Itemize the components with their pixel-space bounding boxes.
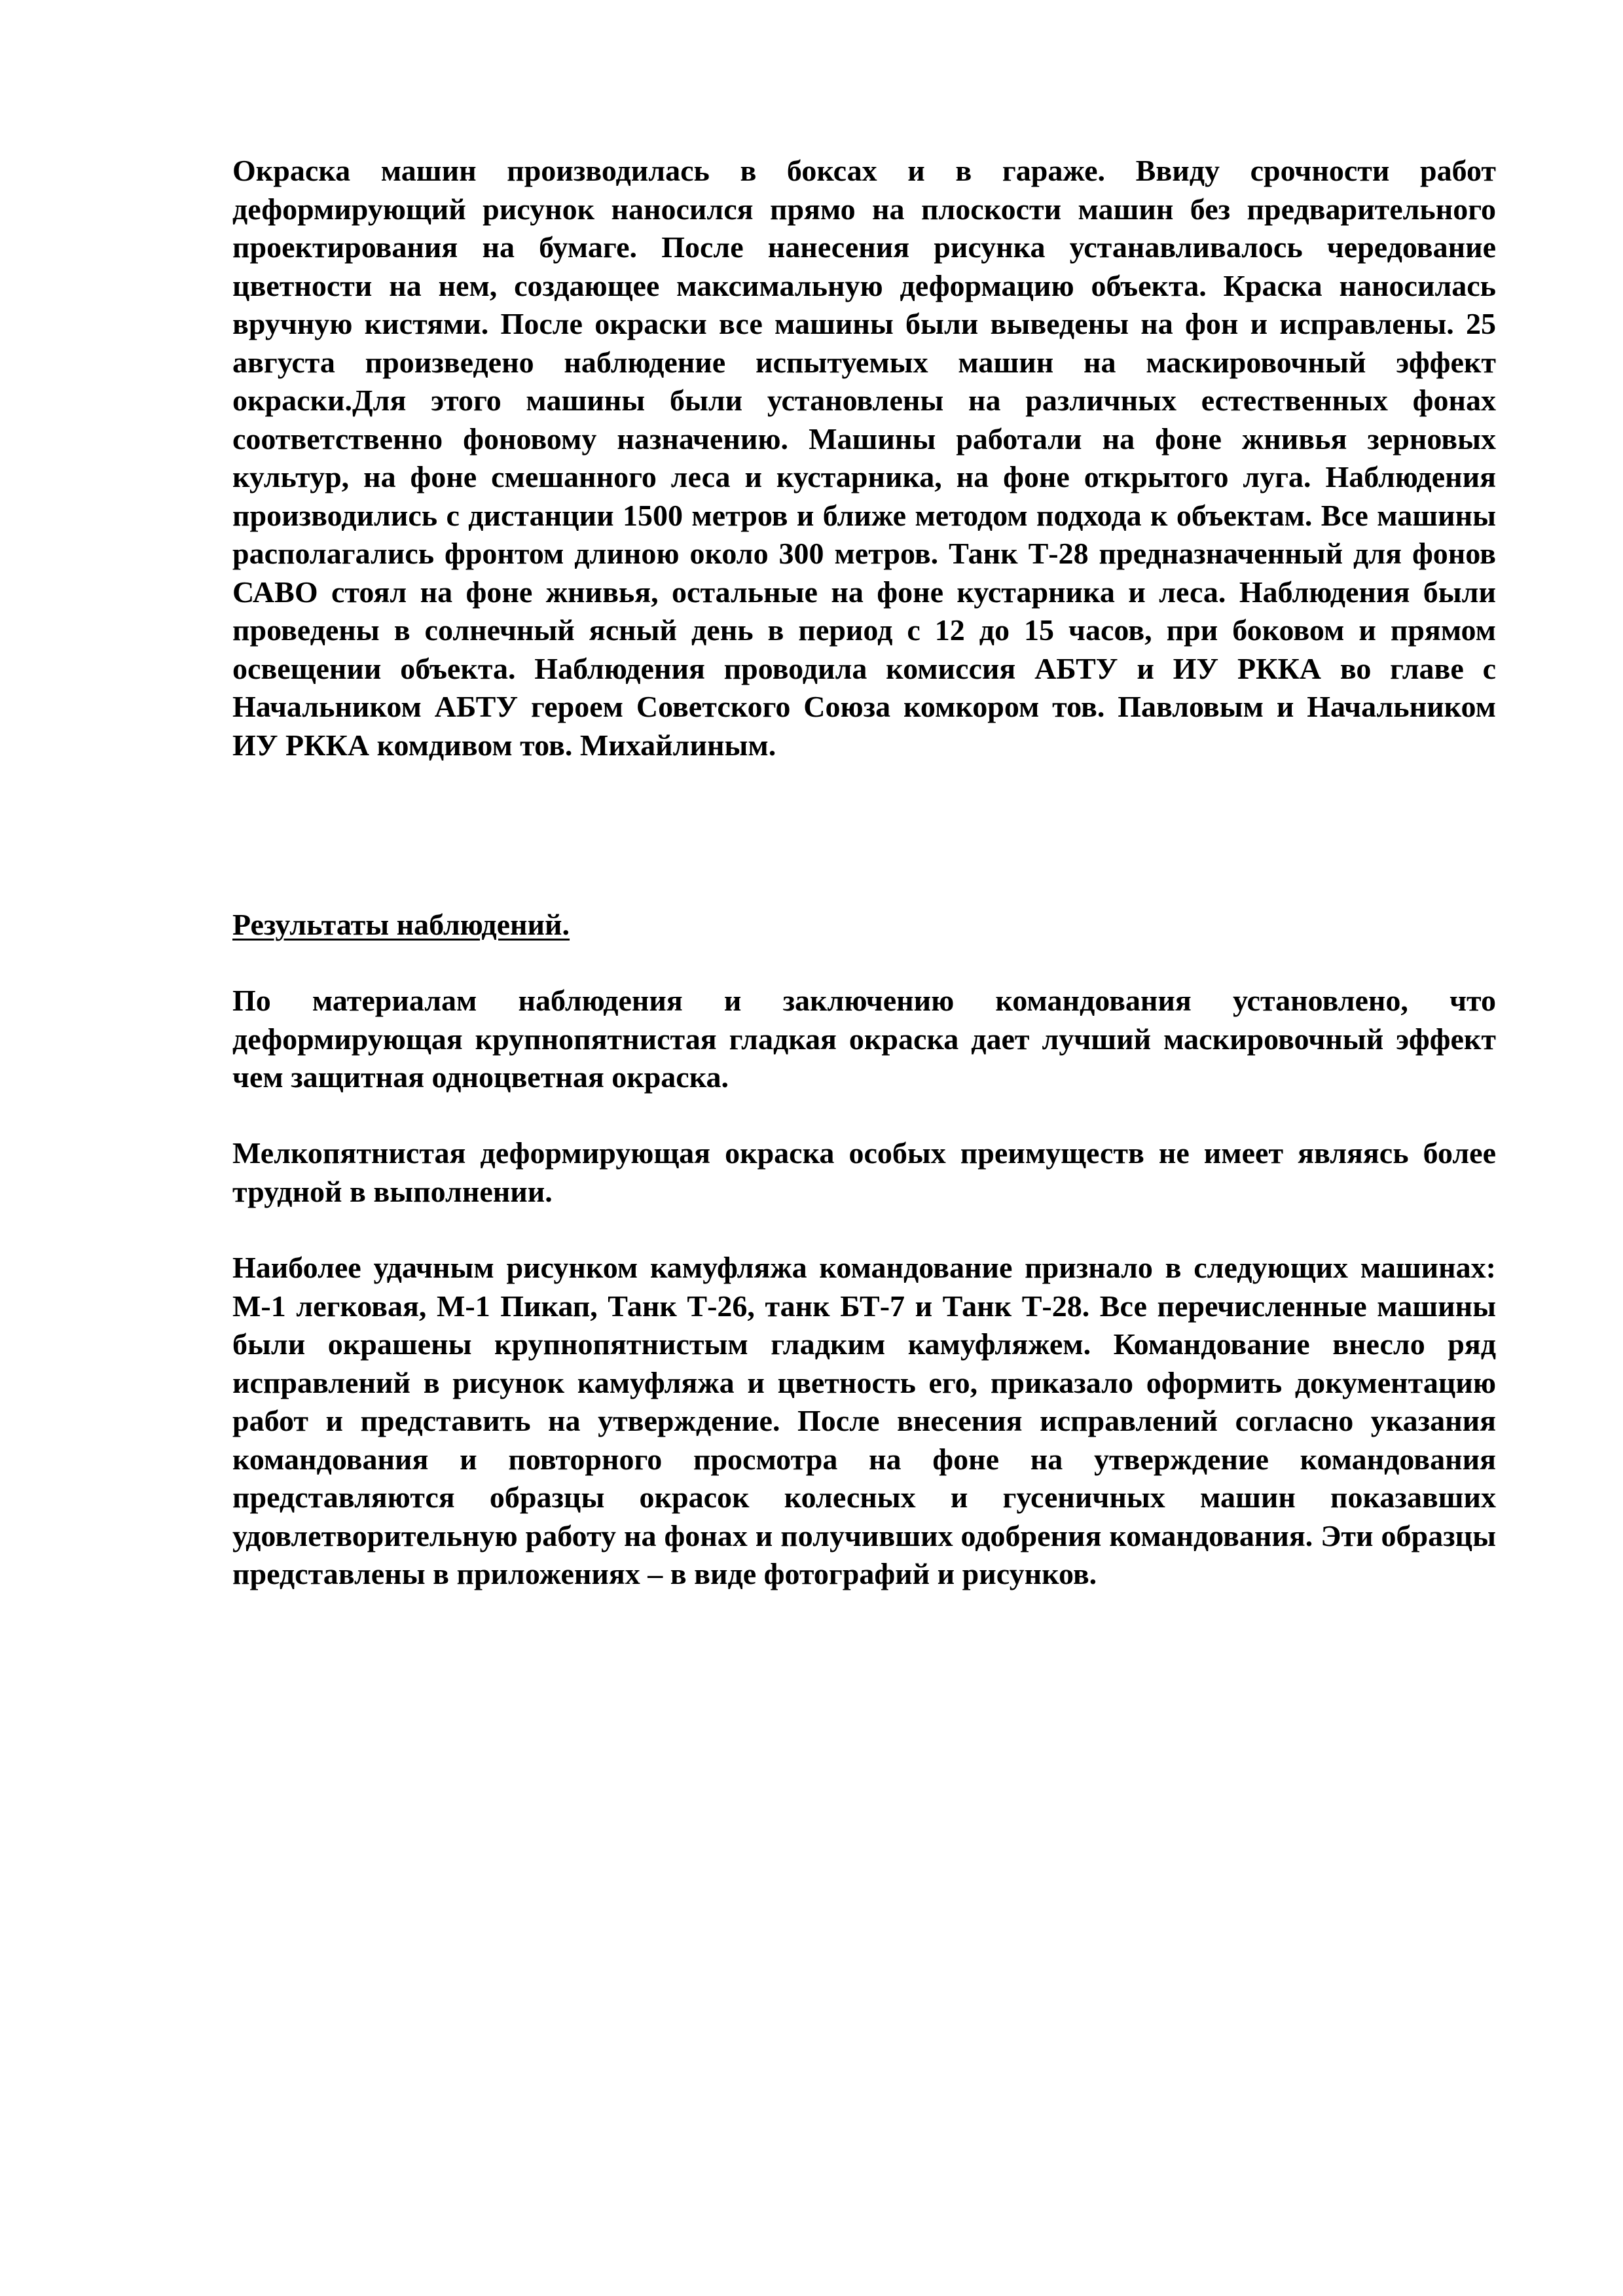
paragraph-results-conclusion: По материалам наблюдения и заключению командования установлено, что деформирующая крупнопятнистая гладкая окраска дает лучший маскировочный эффект чем защитная одноцветная окраска. (232, 984, 1496, 1094)
paragraph-best-camouflage-vehicles: Наиболее удачным рисунком камуфляжа командование признало в следующих машинах: М-1 легковая, М-1 Пикап, Танк Т-26, танк БТ-7 и Танк Т-28. Все перечисленные машины были окрашены крупнопятнистым гладким камуфляжем. Командование внесло ряд исправлений в рисунок камуфляжа и цветность его, приказало оформить документацию работ и представить на утверждение. После внесения исправлений согласно указания командования и повторного просмотра на фоне на утверждение командования представляются образцы окрасок колесных и гусеничных машин показавших удовлетворительную работу на фонах и получивших одобрения командования. Эти образцы представлены в приложениях – в виде фотографий и рисунков. (232, 1251, 1496, 1590)
paragraph-painting-procedure: Окраска машин производилась в боксах и в гараже. Ввиду срочности работ деформирующий рисунок наносился прямо на плоскости машин без предварительного проектирования на бумаге. После нанесения рисунка устанавливалось чередование цветности на нем, создающее максимальную деформацию объекта. Краска наносилась вручную кистями. После окраски все машины были выведены на фон и исправлены. 25 августа произведено наблюдение испытуемых машин на маскировочный эффект окраски.Для этого машины были установлены на различных естественных фонах соответственно фоновому назначению. Машины работали на фоне жнивья зерновых культур, на фоне смешанного леса и кустарника, на фоне открытого луга. Наблюдения производились с дистанции 1500 метров и ближе методом подхода к объектам. Все машины располагались фронтом длиною около 300 метров. Танк Т-28 предназначенный для фонов САВО стоял на фоне жнивья, остальные на фоне кустарника и леса. Наблюдения были проведены в солнечный ясный день в период с 12 до 15 часов, при боковом и прямом освещении объекта. Наблюдения проводила комиссия АБТУ и ИУ РККА во главе с Начальником АБТУ героем Советского Союза комкором тов. Павловым и Начальником ИУ РККА комдивом тов. Михайлиным. (232, 154, 1496, 762)
document-body (232, 152, 1496, 1590)
section-heading-results: Результаты наблюдений. (232, 908, 570, 941)
paragraph-small-spot-camouflage: Мелкопятнистая деформирующая окраска особых преимуществ не имеет являясь более трудной в выполнении. (232, 1136, 1496, 1208)
